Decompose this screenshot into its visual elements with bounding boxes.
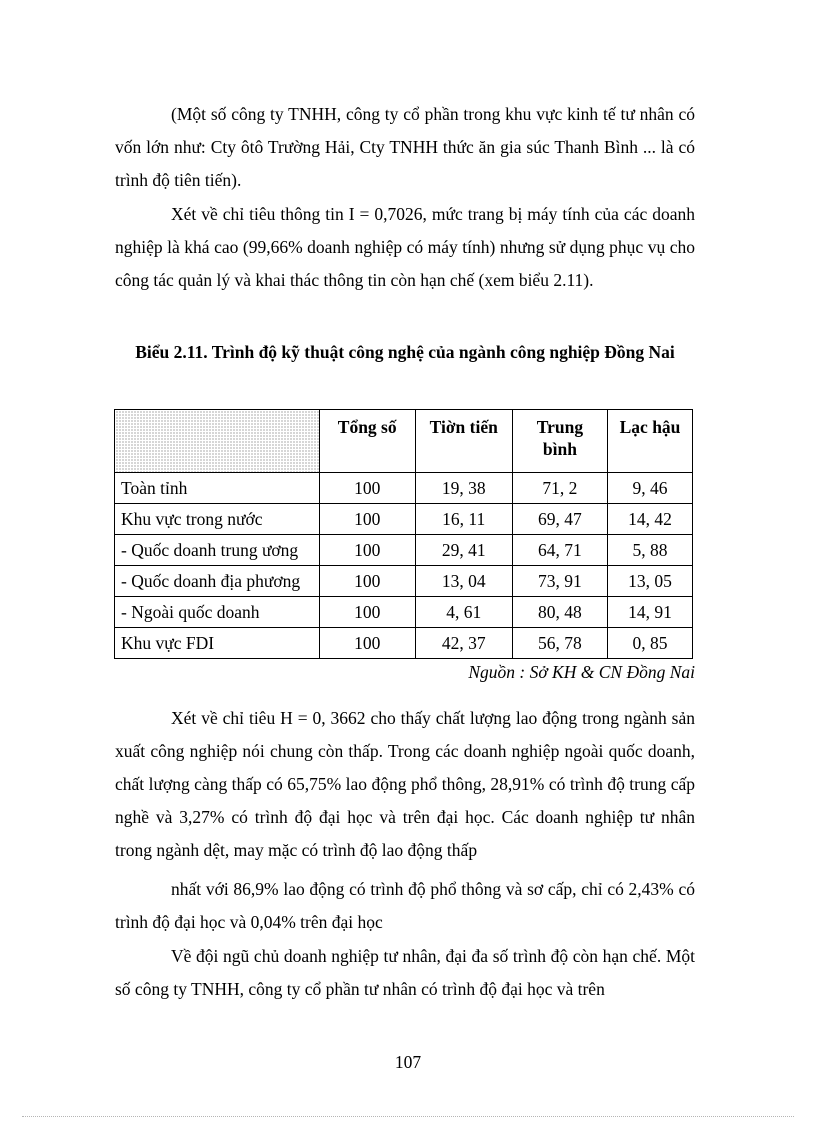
cell-outdated: 0, 85 (608, 628, 693, 659)
row-label: - Quốc doanh trung ương (115, 535, 320, 566)
table-row (115, 597, 693, 628)
cell-advanced: 16, 11 (415, 504, 512, 535)
technology-level-table (114, 409, 693, 659)
row-label: - Ngoài quốc doanh (115, 597, 320, 628)
cell-advanced: 42, 37 (415, 628, 512, 659)
paragraph-5: Về đội ngũ chủ doanh nghiệp tư nhân, đại đa số trình độ còn hạn chế. Một số công ty TNHH, công ty cổ phần tư nhân có trình độ đại học và trên (115, 946, 695, 999)
header-blank-cell (115, 410, 320, 473)
cell-average: 80, 48 (512, 597, 607, 628)
cell-outdated: 9, 46 (608, 473, 693, 504)
table-row (115, 504, 693, 535)
cell-total: 100 (319, 597, 415, 628)
header-total: Tổng số (319, 410, 415, 473)
bottom-dotted-divider (22, 1116, 794, 1117)
table-header-row (115, 410, 693, 473)
header-outdated: Lạc hậu (608, 410, 693, 473)
cell-total: 100 (319, 628, 415, 659)
cell-average: 73, 91 (512, 566, 607, 597)
cell-average: 56, 78 (512, 628, 607, 659)
cell-outdated: 14, 91 (608, 597, 693, 628)
table-row (115, 628, 693, 659)
cell-outdated: 13, 05 (608, 566, 693, 597)
cell-outdated: 14, 42 (608, 504, 693, 535)
paragraph-2: Xét về chỉ tiêu thông tin I = 0,7026, mức trang bị máy tính của các doanh nghiệp là khá cao (99,66% doanh nghiệp có máy tính) nhưng sử dụng phục vụ cho công tác quản lý và khai thác thông tin còn hạn chế (xem biểu 2.11). (115, 204, 695, 290)
cell-advanced: 29, 41 (415, 535, 512, 566)
row-label: Khu vực trong nước (115, 504, 320, 535)
cell-advanced: 13, 04 (415, 566, 512, 597)
row-label: Khu vực FDI (115, 628, 320, 659)
table-row (115, 566, 693, 597)
table-row (115, 473, 693, 504)
table-caption: Biểu 2.11. Trình độ kỹ thuật công nghệ của ngành công nghiệp Đồng Nai (135, 342, 675, 362)
header-average: Trung bình (512, 410, 607, 473)
row-label: - Quốc doanh địa phương (115, 566, 320, 597)
cell-total: 100 (319, 473, 415, 504)
cell-average: 64, 71 (512, 535, 607, 566)
paragraph-1: (Một số công ty TNHH, công ty cổ phần trong khu vực kinh tế tư nhân có vốn lớn như: Cty ôtô Trường Hải, Cty TNHH thức ăn gia súc Thanh Bình ... là có trình độ tiên tiến). (115, 104, 695, 190)
cell-total: 100 (319, 535, 415, 566)
row-label: Toàn tỉnh (115, 473, 320, 504)
cell-average: 71, 2 (512, 473, 607, 504)
cell-average: 69, 47 (512, 504, 607, 535)
header-advanced: Tiờn tiến (415, 410, 512, 473)
cell-outdated: 5, 88 (608, 535, 693, 566)
cell-advanced: 4, 61 (415, 597, 512, 628)
paragraph-4: nhất với 86,9% lao động có trình độ phổ thông và sơ cấp, chỉ có 2,43% có trình độ đại học và 0,04% trên đại học (115, 879, 695, 932)
table-row (115, 535, 693, 566)
page-number: 107 (394, 1052, 422, 1072)
cell-total: 100 (319, 504, 415, 535)
table-source: Nguồn : Sở KH & CN Đồng Nai (468, 662, 695, 682)
cell-advanced: 19, 38 (415, 473, 512, 504)
paragraph-3: Xét về chỉ tiêu H = 0, 3662 cho thấy chất lượng lao động trong ngành sản xuất công nghiệp nói chung còn thấp. Trong các doanh nghiệp ngoài quốc doanh, chất lượng càng thấp có 65,75% lao động phổ thông, 28,91% có trình độ trung cấp nghề và 3,27% có trình độ đại học và trên đại học. Các doanh nghiệp tư nhân trong ngành dệt, may mặc có trình độ lao động thấp (115, 708, 695, 860)
cell-total: 100 (319, 566, 415, 597)
